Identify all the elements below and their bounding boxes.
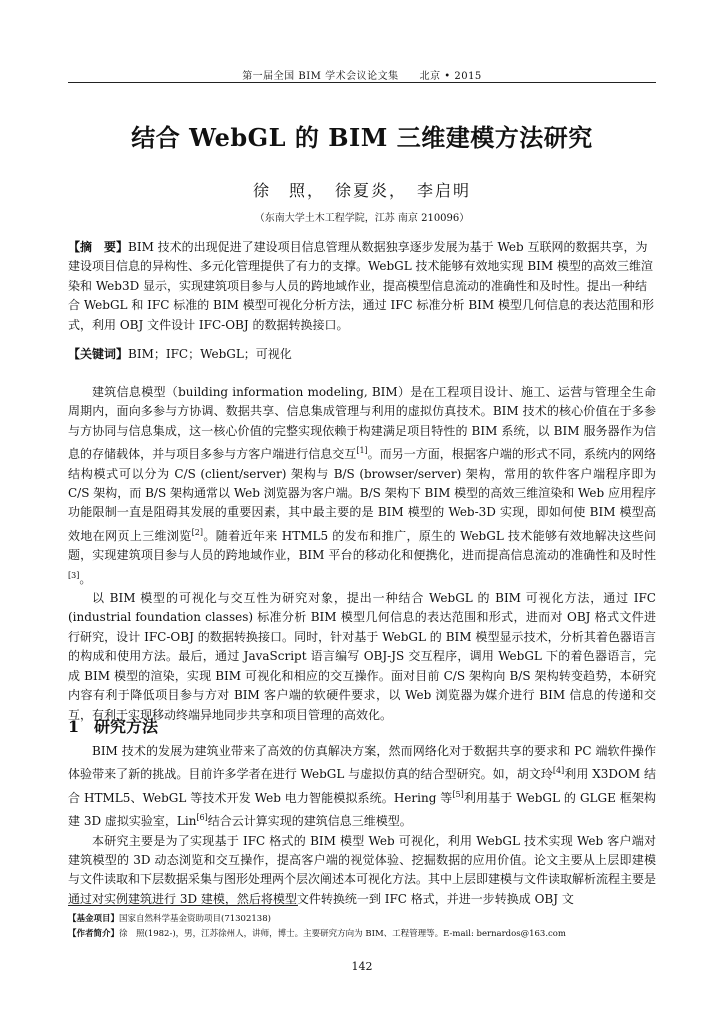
intro-p1-part-a: 建筑信息模型（building information modeling, BIM）是在工程项目设计、施工、运营与管理全生命周期内，面向多参与方协调、数据共享、信息集成管理与利用的虚拟仿真技术。BIM 技术的核心价值在于多参与方协同与信息集成，这一核心价值的完整实现依赖于构建满足项目特性的 BIM 系统，以 BIM 服务器作为信息的存储载体，并与项目多参与方客户端进行信息交互: [68, 385, 656, 462]
fund-label: 【基金项目】: [68, 914, 120, 924]
abstract-label: 【摘 要】: [68, 240, 129, 254]
sec-p1-part-a: BIM 技术的发展为建筑业带来了高效的仿真解决方案，然而网络化对于数据共享的要求和 PC 端软件操作体验带来了新的挑战。目前许多学者在进行 WebGL 与虚拟仿真的结合型研究。如，胡文玲: [68, 744, 656, 782]
section-1-body: [68, 742, 656, 909]
section-paragraph-1: [68, 742, 656, 832]
paper-title: 结合 WebGL 的 BIM 三维建模方法研究: [131, 123, 593, 152]
citation-2: [2]: [191, 527, 203, 537]
citation-4: [4]: [552, 766, 565, 776]
intro-p1-part-b: 。而另一方面，根据客户端的形式不同，系统内的网络结构模式可以分为 C/S (client/server) 架构与 B/S (browser/server) 架构，常用的软件客户端程序即为 C/S 架构，而 B/S 架构通常以 Web 浏览器为客户端。B/S 架构下 BIM 模型的高效三维渲染和 Web 应用程序功能限制一直是阻碍其发展的重要因素，其中最主要的是 BIM 模型的 Web-3D 实现，即如何使 BIM 模型高效地在网页上三维浏览: [68, 447, 656, 543]
intro-p1-part-c: 。随着近年来 HTML5 的发布和推广，原生的 WebGL 技术能够有效地解决这些问题，实现建筑项目参与人员的跨地域作业，BIM 平台的移动化和便携化，进而提高信息流动的准确性和及时性: [68, 528, 656, 563]
keywords-text: BIM；IFC；WebGL；可视化: [128, 347, 292, 361]
section-number: 1: [68, 717, 80, 736]
section-heading: [68, 714, 158, 737]
author-bio-label: 【作者简介】: [68, 929, 120, 939]
keywords-label: 【关键词】: [68, 347, 129, 361]
citation-5: [5]: [452, 789, 464, 799]
introduction: [68, 383, 656, 725]
header-rule: [68, 82, 656, 83]
footnote-fund: [68, 912, 668, 924]
author-list: 徐 照， 徐夏炎， 李启明: [252, 181, 471, 200]
section-title: 研究方法: [94, 717, 159, 736]
citation-1: [1]: [356, 446, 368, 456]
section-paragraph-2: 本研究主要是为了实现基于 IFC 格式的 BIM 模型 Web 可视化，利用 WebGL 技术实现 Web 客户端对建筑模型的 3D 动态浏览和交互操作，提高客户端的视觉体验、挖掘数据的应用价值。论文主要从上层即建模与文件读取和下层数据采集与图形处理两个层次阐述本可视化方法。其中上层即建模与文件读取解析流程主要是通过对实例建筑进行 3D 建模，然后将模型文件转换统一到 IFC 格式，并进一步转换成 OBJ 文: [68, 833, 657, 906]
keywords: [68, 345, 656, 362]
citation-3: [3]: [68, 570, 80, 580]
footnote-author: [68, 927, 668, 939]
abstract: [68, 238, 656, 335]
citation-6: [6]: [196, 813, 208, 823]
fund-text: 国家自然科学基金资助项目(71302138): [119, 914, 271, 924]
author-bio-text: 徐 照(1982-)，男，江苏徐州人，讲师，博士。主要研究方向为 BIM、工程管理等。E-mail: bernardos@163.com: [119, 929, 566, 939]
sec-p1-part-d: 结合云计算实现的建筑信息三维模型。: [207, 814, 412, 829]
page-number: 142: [351, 960, 373, 973]
sec-p1-part-b: 利用 X3DOM 结合 HTML5、WebGL 等技术开发 Web 电力智能模拟系统。Hering 等: [68, 767, 656, 805]
sec-p1-part-c: 利用基于 WebGL 的 GLGE 框架构建 3D 虚拟实验室，Lin: [68, 790, 656, 829]
intro-paragraph-2: 以 BIM 模型的可视化与交互性为研究对象，提出一种结合 WebGL 的 BIM 可视化方法，通过 IFC (industrial foundation classes) 标准分析 BIM 模型几何信息的表达范围和形式，进而对 OBJ 格式文件进行研究，设计 IFC-OBJ 的数据转换接口。同时，针对基于 WebGL 的 BIM 模型显示技术，分析其着色器语言的构成和使用方法。最后，通过 JavaScript 语言编写 OBJ-JS 交互程序，调用 WebGL 下的着色器语言，完成 BIM 模型的渲染，实现 BIM 可视化和相应的交互操作。面对目前 C/S 架构向 B/S 架构转变趋势，本研究内容有利于降低项目参与方对 BIM 客户端的软硬件要求，以 Web 浏览器为媒介进行 BIM 信息的传递和交互，有利于实现移动终端异地同步共享和项目管理的高效化。: [68, 591, 656, 722]
affiliation: （东南大学土木工程学院，江苏 南京 210096）: [254, 213, 470, 224]
intro-p1-part-d: 。: [79, 571, 92, 586]
intro-paragraph-1: [68, 383, 656, 589]
footnote-rule: [68, 905, 298, 906]
abstract-text: BIM 技术的出现促进了建设项目信息管理从数据独享逐步发展为基于 Web 互联网的数据共享，为建设项目信息的异构性、多元化管理提供了有力的支撑。WebGL 技术能够有效地实现 BIM 模型的高效三维渲染和 Web3D 显示，实现建筑项目参与人员的跨地域作业，提高模型信息流动的准确性和及时性。提出一种结合 WebGL 和 IFC 标准的 BIM 模型可视化分析方法，通过 IFC 标准分析 BIM 模型几何信息的表达范围和形式，利用 OBJ 文件设计 IFC-OBJ 的数据转换接口。: [68, 240, 655, 332]
running-header: 第一届全国 BIM 学术会议论文集 北京 • 2015: [242, 71, 482, 82]
